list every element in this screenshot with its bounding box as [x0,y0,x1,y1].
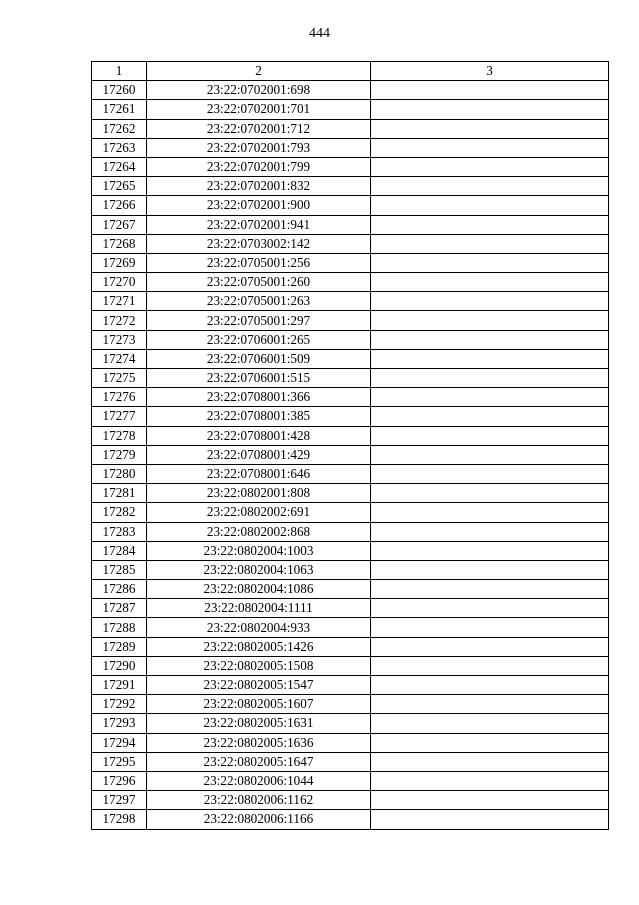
notes-cell [371,330,609,349]
cadastral-number-cell: 23:22:0802004:1086 [147,580,371,599]
cadastral-number-cell: 23:22:0802005:1508 [147,656,371,675]
notes-cell [371,81,609,100]
cadastral-number-cell: 23:22:0802005:1631 [147,714,371,733]
notes-cell [371,791,609,810]
table-row [92,119,609,138]
row-number-cell: 17288 [92,618,147,637]
table-row [92,810,609,829]
row-number-cell: 17266 [92,196,147,215]
row-number-cell: 17267 [92,215,147,234]
header-row [92,62,609,81]
cadastral-number-cell: 23:22:0802005:1607 [147,695,371,714]
row-number-cell: 17274 [92,349,147,368]
table-row [92,177,609,196]
table-row [92,560,609,579]
notes-cell [371,503,609,522]
row-number-cell: 17265 [92,177,147,196]
row-number-cell: 17278 [92,426,147,445]
cadastral-number-cell: 23:22:0802002:868 [147,522,371,541]
cadastral-number-cell: 23:22:0802005:1647 [147,752,371,771]
row-number-cell: 17298 [92,810,147,829]
table-row [92,215,609,234]
table-row [92,426,609,445]
table-row [92,349,609,368]
notes-cell [371,388,609,407]
cadastral-number-cell: 23:22:0702001:698 [147,81,371,100]
notes-cell [371,599,609,618]
table-row [92,637,609,656]
table-row [92,771,609,790]
notes-cell [371,560,609,579]
table-row [92,580,609,599]
row-number-cell: 17289 [92,637,147,656]
notes-cell [371,464,609,483]
notes-cell [371,752,609,771]
notes-cell [371,618,609,637]
row-number-cell: 17264 [92,157,147,176]
table-row [92,253,609,272]
table-row [92,695,609,714]
notes-cell [371,157,609,176]
notes-cell [371,177,609,196]
cadastral-number-cell: 23:22:0702001:712 [147,119,371,138]
row-number-cell: 17273 [92,330,147,349]
cadastral-number-cell: 23:22:0705001:256 [147,253,371,272]
cadastral-number-cell: 23:22:0802006:1044 [147,771,371,790]
table-header [92,62,609,81]
row-number-cell: 17286 [92,580,147,599]
notes-cell [371,215,609,234]
row-number-cell: 17261 [92,100,147,119]
cadastral-number-cell: 23:22:0702001:799 [147,157,371,176]
notes-cell [371,100,609,119]
table-row [92,618,609,637]
notes-cell [371,771,609,790]
notes-cell [371,311,609,330]
table-row [92,464,609,483]
cadastral-number-cell: 23:22:0802002:691 [147,503,371,522]
table-row [92,503,609,522]
row-number-cell: 17292 [92,695,147,714]
cadastral-number-cell: 23:22:0802005:1636 [147,733,371,752]
table-row [92,292,609,311]
notes-cell [371,695,609,714]
table-row [92,522,609,541]
table-row [92,369,609,388]
column-header-3: 3 [371,62,609,81]
notes-cell [371,541,609,560]
notes-cell [371,138,609,157]
table-row [92,234,609,253]
row-number-cell: 17269 [92,253,147,272]
row-number-cell: 17275 [92,369,147,388]
table-row [92,388,609,407]
table-row [92,676,609,695]
row-number-cell: 17279 [92,445,147,464]
row-number-cell: 17283 [92,522,147,541]
notes-cell [371,234,609,253]
row-number-cell: 17293 [92,714,147,733]
cadastral-number-cell: 23:22:0702001:832 [147,177,371,196]
row-number-cell: 17268 [92,234,147,253]
table-row [92,138,609,157]
notes-cell [371,369,609,388]
cadastral-number-cell: 23:22:0705001:263 [147,292,371,311]
column-header-2: 2 [147,62,371,81]
cadastral-number-cell: 23:22:0705001:297 [147,311,371,330]
cadastral-number-cell: 23:22:0702001:900 [147,196,371,215]
notes-cell [371,426,609,445]
table-row [92,100,609,119]
row-number-cell: 17272 [92,311,147,330]
row-number-cell: 17280 [92,464,147,483]
row-number-cell: 17277 [92,407,147,426]
row-number-cell: 17281 [92,484,147,503]
row-number-cell: 17270 [92,273,147,292]
notes-cell [371,292,609,311]
row-number-cell: 17260 [92,81,147,100]
table-row [92,445,609,464]
row-number-cell: 17284 [92,541,147,560]
cadastral-number-cell: 23:22:0708001:429 [147,445,371,464]
notes-cell [371,637,609,656]
table-row [92,484,609,503]
notes-cell [371,196,609,215]
table-row [92,541,609,560]
notes-cell [371,407,609,426]
table-row [92,407,609,426]
notes-cell [371,445,609,464]
row-number-cell: 17294 [92,733,147,752]
row-number-cell: 17263 [92,138,147,157]
page-number: 444 [309,26,330,41]
table-row [92,752,609,771]
column-header-1: 1 [92,62,147,81]
notes-cell [371,656,609,675]
row-number-cell: 17262 [92,119,147,138]
notes-cell [371,810,609,829]
cadastral-number-cell: 23:22:0802005:1426 [147,637,371,656]
table-row [92,599,609,618]
notes-cell [371,349,609,368]
notes-cell [371,733,609,752]
row-number-cell: 17291 [92,676,147,695]
cadastral-number-cell: 23:22:0702001:793 [147,138,371,157]
cadastral-number-cell: 23:22:0802006:1166 [147,810,371,829]
row-number-cell: 17297 [92,791,147,810]
cadastral-number-cell: 23:22:0706001:515 [147,369,371,388]
row-number-cell: 17276 [92,388,147,407]
notes-cell [371,119,609,138]
cadastral-number-cell: 23:22:0708001:428 [147,426,371,445]
notes-cell [371,580,609,599]
cadastral-number-cell: 23:22:0802001:808 [147,484,371,503]
cadastral-number-cell: 23:22:0702001:941 [147,215,371,234]
notes-cell [371,714,609,733]
table-row [92,81,609,100]
table-row [92,714,609,733]
cadastral-number-cell: 23:22:0802004:933 [147,618,371,637]
notes-cell [371,522,609,541]
notes-cell [371,273,609,292]
row-number-cell: 17295 [92,752,147,771]
table-row [92,656,609,675]
row-number-cell: 17296 [92,771,147,790]
table-row [92,196,609,215]
cadastral-number-cell: 23:22:0706001:265 [147,330,371,349]
cadastral-number-cell: 23:22:0802004:1063 [147,560,371,579]
table-body [92,81,609,829]
data-table [91,61,609,830]
cadastral-number-cell: 23:22:0802004:1111 [147,599,371,618]
row-number-cell: 17271 [92,292,147,311]
row-number-cell: 17285 [92,560,147,579]
row-number-cell: 17282 [92,503,147,522]
cadastral-number-cell: 23:22:0705001:260 [147,273,371,292]
row-number-cell: 17287 [92,599,147,618]
table-row [92,791,609,810]
notes-cell [371,484,609,503]
cadastral-number-cell: 23:22:0703002:142 [147,234,371,253]
table-row [92,157,609,176]
table-row [92,330,609,349]
cadastral-number-cell: 23:22:0708001:366 [147,388,371,407]
table-row [92,733,609,752]
cadastral-number-cell: 23:22:0708001:646 [147,464,371,483]
table-row [92,311,609,330]
cadastral-number-cell: 23:22:0802004:1003 [147,541,371,560]
cadastral-number-cell: 23:22:0802005:1547 [147,676,371,695]
notes-cell [371,253,609,272]
notes-cell [371,676,609,695]
table-row [92,273,609,292]
cadastral-number-cell: 23:22:0802006:1162 [147,791,371,810]
cadastral-number-cell: 23:22:0708001:385 [147,407,371,426]
cadastral-number-cell: 23:22:0706001:509 [147,349,371,368]
row-number-cell: 17290 [92,656,147,675]
cadastral-number-cell: 23:22:0702001:701 [147,100,371,119]
